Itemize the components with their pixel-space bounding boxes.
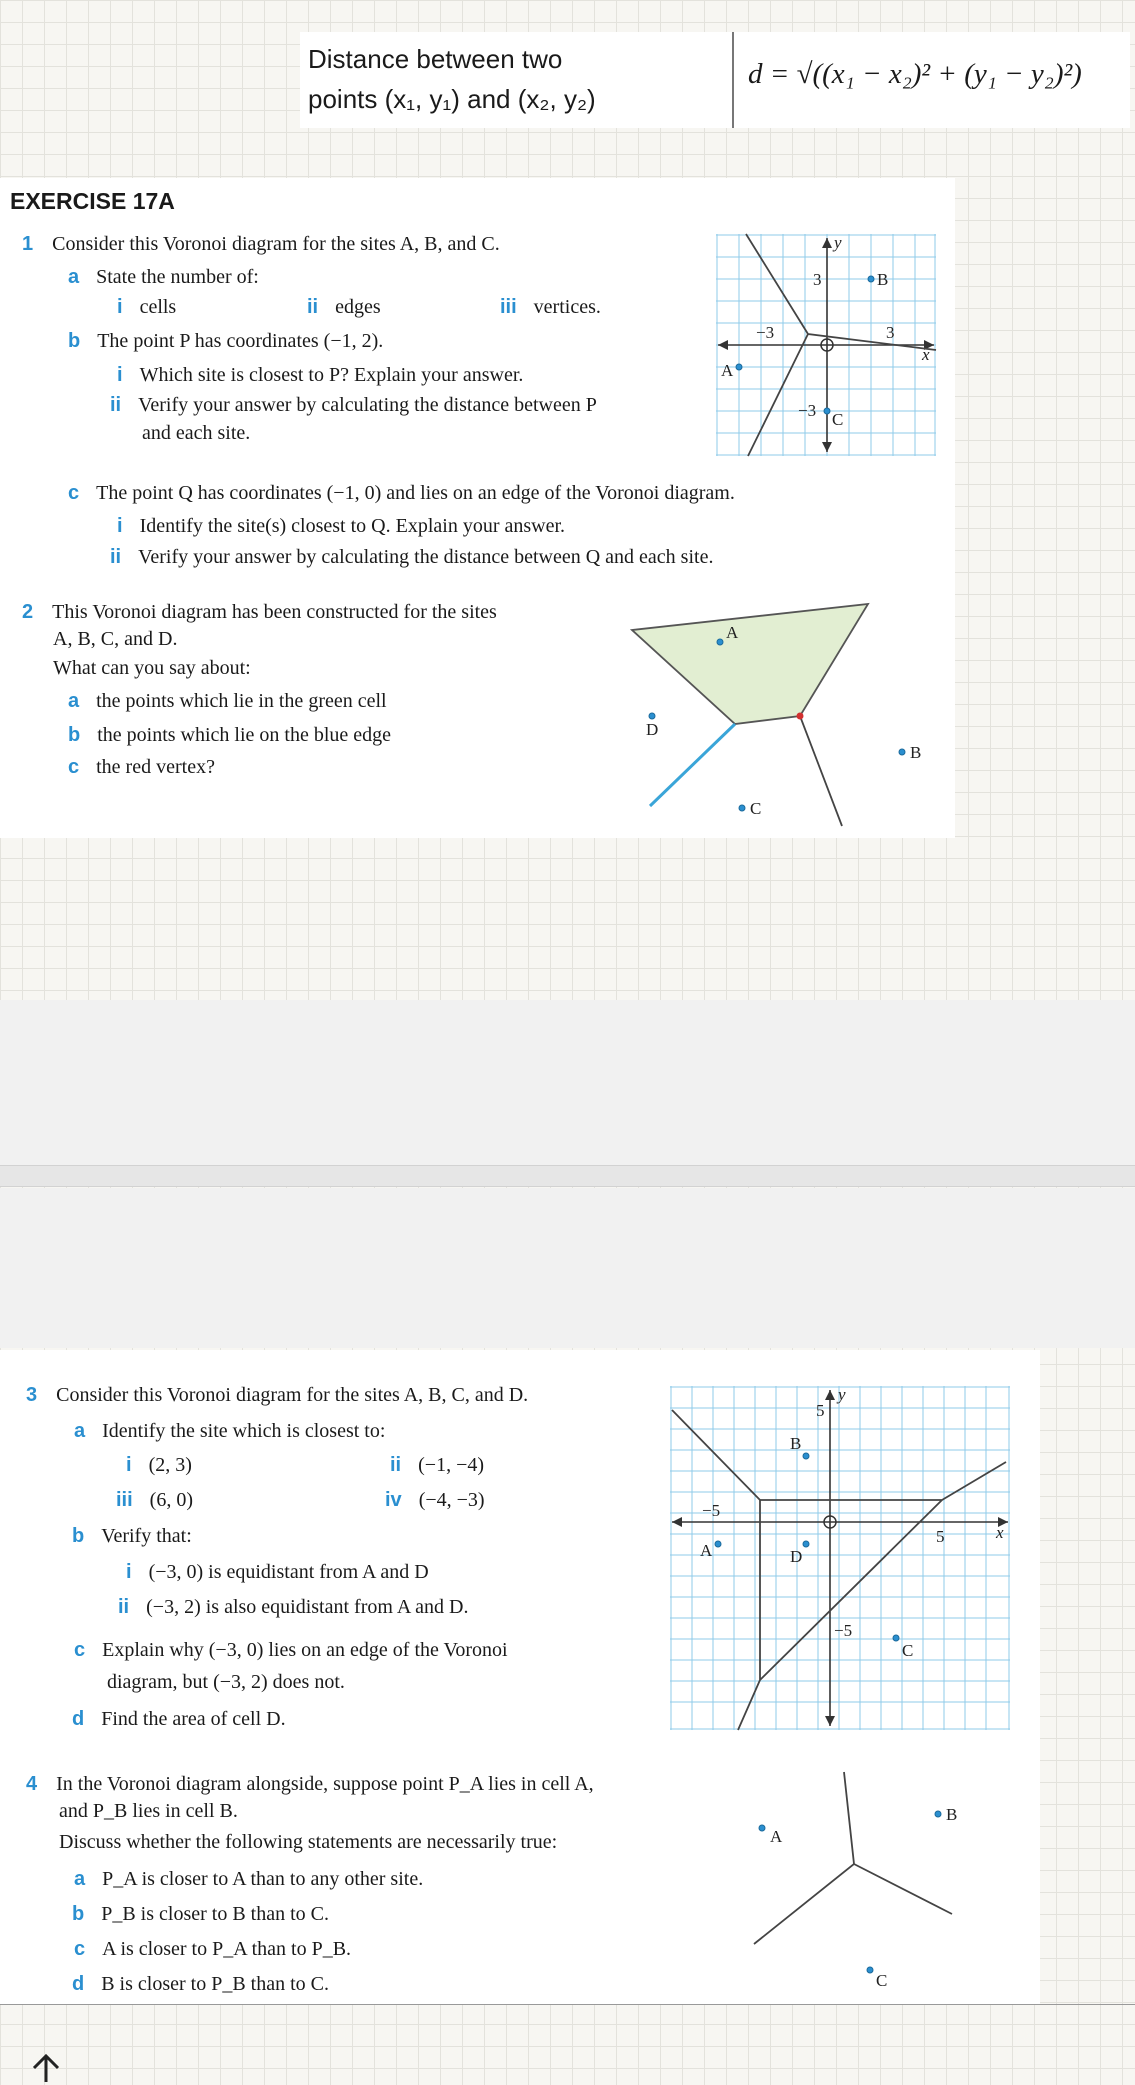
q1-x-arrow-left: [718, 340, 728, 350]
q3-site-B: [803, 1453, 809, 1459]
q3c-label: c: [74, 1639, 86, 1661]
q3-label-D: D: [790, 1547, 803, 1566]
q4-label-B: B: [946, 1805, 958, 1824]
q3c: [74, 1638, 508, 1662]
q3b-i-label: i: [126, 1561, 132, 1583]
q4b-label: b: [72, 1903, 85, 1925]
bottom-rule: [0, 2004, 1135, 2005]
q2-label-B: B: [910, 743, 922, 762]
q1b-ii-cont: and each site.: [142, 422, 251, 444]
q3a-label: a: [74, 1420, 86, 1442]
q3a-ii-text: (−1, −4): [418, 1454, 485, 1476]
q3-voronoi-figure: [670, 1386, 1010, 1730]
q2-green-cell: [632, 604, 868, 724]
q3-tick-5x: 5: [936, 1527, 945, 1546]
q4-edges: [754, 1772, 952, 1944]
formula-label-line2: points (x₁, y₁) and (x₂, y₂): [308, 84, 596, 114]
q2-site-B: [899, 749, 905, 755]
formula-box: [300, 32, 1130, 128]
formula-divider: [732, 32, 734, 128]
q1-y-arrow: [822, 238, 832, 248]
q3a-iii-text: (6, 0): [149, 1489, 193, 1511]
q2-text1: This Voronoi diagram has been constructed for the sites: [52, 601, 497, 623]
q3a-iv-text: (−4, −3): [418, 1489, 485, 1511]
q2-red-vertex: [797, 713, 804, 720]
q2c: [68, 755, 215, 779]
q1b-label: b: [68, 330, 81, 352]
q3c-text: Explain why (−3, 0) lies on an edge of the Voronoi: [102, 1639, 508, 1661]
q4-text2: and P_B lies in cell B.: [59, 1800, 238, 1822]
q2-text2: A, B, C, and D.: [53, 628, 178, 650]
q2c-label: c: [68, 756, 80, 778]
q1a-iii-text: vertices.: [533, 296, 601, 318]
q3a-ii: [390, 1453, 484, 1477]
q2a: [68, 689, 387, 713]
q1-tick-3y: 3: [813, 270, 822, 289]
q2b: [68, 723, 391, 747]
q2-blue-edge: [650, 724, 735, 806]
q3b-ii: [118, 1595, 468, 1619]
q1b-ii-text: Verify your answer by calculating the distance between P: [138, 394, 597, 416]
q1b-ii: [110, 393, 597, 417]
q3a: [74, 1419, 385, 1443]
q1c: [68, 481, 735, 505]
q3b-i: [126, 1560, 429, 1584]
q3-label-A: A: [700, 1541, 713, 1560]
formula-label-line1: Distance between two: [308, 44, 563, 74]
q1a-ii-text: edges: [335, 296, 381, 318]
q3-y-label: y: [838, 1385, 846, 1404]
q3-number: 3: [26, 1384, 38, 1406]
q4-stem: [26, 1772, 594, 1796]
q2-stem: [22, 600, 497, 624]
q3-stem: [26, 1383, 528, 1407]
q1a-text: State the number of:: [96, 266, 259, 288]
q4-site-A: [759, 1825, 765, 1831]
q3-y-arrow-down: [825, 1716, 835, 1726]
q1-label-C: C: [832, 410, 844, 429]
q3b-ii-text: (−3, 2) is also equidistant from A and D.: [146, 1596, 469, 1618]
q3-tick-5y: 5: [816, 1401, 825, 1420]
q4b: [72, 1902, 329, 1926]
q3a-i: [126, 1453, 192, 1477]
q1a: [68, 265, 259, 289]
q1a-i-text: cells: [139, 296, 177, 318]
q1c-ii-text: Verify your answer by calculating the distance between Q and each site.: [138, 546, 714, 568]
q2-site-C: [739, 805, 745, 811]
exercise-title: EXERCISE 17A: [10, 188, 175, 214]
q4-label-A: A: [770, 1827, 783, 1846]
page-divider: [0, 1165, 1135, 1187]
q3a-iii: [116, 1488, 193, 1512]
q4-voronoi-figure: [750, 1768, 1000, 1998]
q2c-text: the red vertex?: [96, 756, 215, 778]
q2a-text: the points which lie in the green cell: [96, 690, 387, 712]
q3b-label: b: [72, 1525, 85, 1547]
q2a-label: a: [68, 690, 80, 712]
q1a-ii: [307, 295, 381, 319]
q1c-i-label: i: [117, 515, 123, 537]
q1-label-A: A: [721, 361, 734, 380]
q4-text1: In the Voronoi diagram alongside, suppose point P_A lies in cell A,: [56, 1773, 594, 1795]
q4d-text: B is closer to P_B than to C.: [101, 1973, 330, 1995]
q4-site-B: [935, 1811, 941, 1817]
q4c-label: c: [74, 1938, 86, 1960]
q1c-text: The point Q has coordinates (−1, 0) and lies on an edge of the Voronoi diagram.: [96, 482, 735, 504]
q3a-i-text: (2, 3): [148, 1454, 192, 1476]
q3-site-A: [715, 1541, 721, 1547]
q1-site-A: [736, 364, 742, 370]
q1a-i-label: i: [117, 296, 123, 318]
q3d: [72, 1707, 286, 1731]
q1-y-label: y: [834, 233, 842, 252]
q1-tick-m3x: −3: [756, 323, 775, 342]
q4d-label: d: [72, 1973, 85, 1995]
blank-page-area: [0, 1000, 1135, 1165]
q2-text3: What can you say about:: [53, 657, 251, 679]
q3d-label: d: [72, 1708, 85, 1730]
q1b-ii-label: ii: [110, 394, 122, 416]
q3c-cont: diagram, but (−3, 2) does not.: [107, 1671, 345, 1693]
q1-voronoi-figure: [716, 234, 936, 456]
q3-y-arrow: [825, 1390, 835, 1400]
q2-site-A: [717, 639, 723, 645]
q1a-iii: [500, 295, 601, 319]
q3-text: Consider this Voronoi diagram for the sites A, B, C, and D.: [56, 1384, 529, 1406]
q3a-iv: [385, 1488, 485, 1512]
q4-label-C: C: [876, 1971, 888, 1990]
q3-tick-m5y: −5: [834, 1621, 853, 1640]
q3b-i-text: (−3, 0) is equidistant from A and D: [148, 1561, 429, 1583]
q4a: [74, 1867, 423, 1891]
q2-voronoi-figure: [630, 600, 960, 832]
q3-label-C: C: [902, 1641, 914, 1660]
q3b: [72, 1524, 192, 1548]
q1-x-label: x: [922, 345, 930, 364]
q4c: [74, 1937, 351, 1961]
q3b-ii-label: ii: [118, 1596, 130, 1618]
q1b: [68, 329, 383, 353]
q3-site-D: [803, 1541, 809, 1547]
q2-label-A: A: [726, 623, 739, 642]
q1c-i: [117, 514, 565, 538]
q3-x-arrow-left: [672, 1517, 682, 1527]
q2b-text: the points which lie on the blue edge: [97, 724, 392, 746]
q1a-label: a: [68, 266, 80, 288]
q3-x-label: x: [996, 1523, 1004, 1542]
distance-formula: d = √((x₁ − x₂)² + (y₁ − y₂)²): [748, 58, 1082, 90]
upload-arrow-icon[interactable]: [28, 2052, 64, 2082]
q4a-text: P_A is closer to A than to any other site.: [102, 1868, 424, 1890]
q4-text3: Discuss whether the following statements are necessarily true:: [59, 1831, 558, 1853]
q2-edges: [800, 716, 842, 826]
q1b-i: [117, 363, 523, 387]
q1c-label: c: [68, 482, 80, 504]
q4c-text: A is closer to P_A than to P_B.: [102, 1938, 352, 1960]
blank-page-area-2: [0, 1188, 1135, 1348]
q1-text: Consider this Voronoi diagram for the sites A, B, and C.: [52, 233, 500, 255]
q1-site-B: [868, 276, 874, 282]
q2-number: 2: [22, 601, 34, 623]
q2-label-C: C: [750, 799, 762, 818]
q4a-label: a: [74, 1868, 86, 1890]
q1-tick-m3y: −3: [798, 401, 817, 420]
q3-site-C: [893, 1635, 899, 1641]
q2-label-D: D: [646, 720, 659, 739]
q1c-i-text: Identify the site(s) closest to Q. Explain your answer.: [139, 515, 566, 537]
q3a-ii-label: ii: [390, 1454, 402, 1476]
q3a-iv-label: iv: [385, 1489, 402, 1511]
q4d: [72, 1972, 329, 1996]
q4b-text: P_B is closer to B than to C.: [101, 1903, 330, 1925]
q1c-ii-label: ii: [110, 546, 122, 568]
q2-site-D: [649, 713, 655, 719]
q3a-i-label: i: [126, 1454, 132, 1476]
q3a-text: Identify the site which is closest to:: [102, 1420, 386, 1442]
q1a-ii-label: ii: [307, 296, 319, 318]
q4-site-C: [867, 1967, 873, 1973]
q1a-i: [117, 295, 176, 319]
q4-number: 4: [26, 1773, 38, 1795]
q3b-text: Verify that:: [101, 1525, 192, 1547]
q1b-i-text: Which site is closest to P? Explain your answer.: [139, 364, 524, 386]
q1-number: 1: [22, 233, 34, 255]
q1c-ii: [110, 545, 713, 569]
q1-label-B: B: [877, 270, 889, 289]
q3a-iii-label: iii: [116, 1489, 133, 1511]
q1-y-arrow-down: [822, 442, 832, 452]
q1-tick-3x: 3: [886, 323, 895, 342]
q3-grid: [670, 1386, 1010, 1730]
q1-site-C: [824, 408, 830, 414]
q1-stem: [22, 232, 500, 256]
q1b-text: The point P has coordinates (−1, 2).: [97, 330, 384, 352]
q3-tick-m5x: −5: [702, 1501, 721, 1520]
q3-label-B: B: [790, 1434, 802, 1453]
q1a-iii-label: iii: [500, 296, 517, 318]
q3d-text: Find the area of cell D.: [101, 1708, 286, 1730]
q2b-label: b: [68, 724, 81, 746]
q1b-i-label: i: [117, 364, 123, 386]
